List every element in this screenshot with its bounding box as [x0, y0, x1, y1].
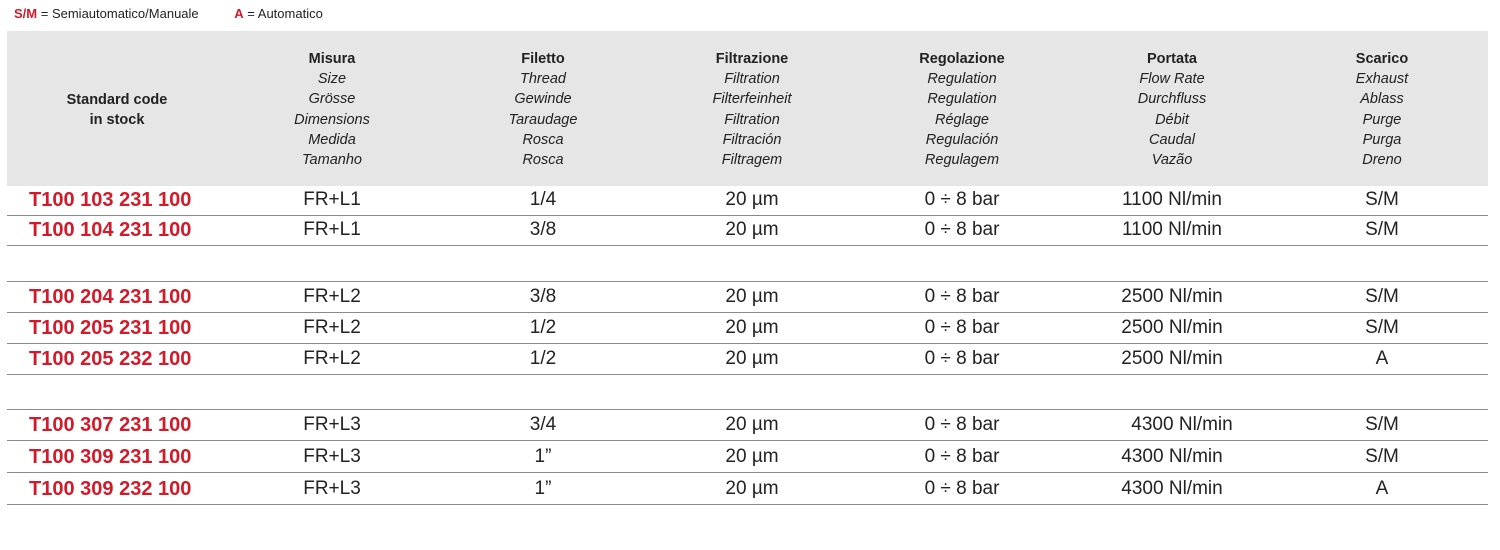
legend-item-automatic — [234, 6, 323, 21]
header-translation: Débit — [1155, 111, 1189, 128]
cell-flow-rate: 4300 Nl/min — [1131, 414, 1233, 435]
header-translation: Regulation — [927, 71, 997, 88]
cell-regulation: 0 ÷ 8 bar — [924, 317, 1000, 338]
cell-regulation: 0 ÷ 8 bar — [924, 286, 1000, 307]
cell-filtration: 20 µm — [725, 414, 779, 435]
header-col-exhaust — [1297, 31, 1467, 186]
cell-filtration: 20 µm — [725, 446, 779, 467]
cell-size: FR+L3 — [303, 414, 361, 435]
cell-thread: 1/4 — [529, 189, 557, 210]
header-standard-code — [7, 31, 227, 186]
cell-flow-rate: 1100 Nl/min — [1122, 189, 1222, 210]
cell-regulation: 0 ÷ 8 bar — [924, 478, 1000, 499]
header-col-size — [247, 31, 417, 186]
header-translation: Vazão — [1151, 152, 1193, 169]
cell-size: FR+L2 — [303, 286, 361, 307]
header-translation: Filtration — [724, 111, 780, 128]
header-translation: Regulation — [927, 91, 997, 108]
header-translation: Durchfluss — [1137, 91, 1207, 108]
header-translation: Taraudage — [508, 111, 578, 128]
cell-size: FR+L1 — [303, 189, 361, 210]
cell-flow-rate: 4300 Nl/min — [1121, 478, 1223, 499]
header-col-thread — [458, 31, 628, 186]
header-title: Filtrazione — [715, 51, 789, 67]
cell-exhaust: S/M — [1365, 286, 1399, 307]
product-code: T100 103 231 100 — [29, 189, 192, 211]
header-translation: Gewinde — [514, 91, 572, 108]
header-title: Misura — [308, 51, 356, 67]
header-translation: Regulagem — [924, 152, 1000, 169]
cell-filtration: 20 µm — [725, 317, 779, 338]
cell-thread: 3/4 — [529, 414, 557, 435]
cell-regulation: 0 ÷ 8 bar — [924, 446, 1000, 467]
header-translation: Size — [317, 71, 347, 88]
table-header — [7, 31, 1488, 186]
cell-exhaust: A — [1375, 348, 1389, 369]
table-row — [7, 281, 1488, 313]
cell-size: FR+L3 — [303, 478, 361, 499]
table-row — [7, 409, 1488, 441]
cell-filtration: 20 µm — [725, 348, 779, 369]
cell-filtration: 20 µm — [725, 478, 779, 499]
header-translation: Rosca — [522, 131, 564, 148]
cell-thread: 1/2 — [529, 348, 557, 369]
cell-thread: 1/2 — [529, 317, 557, 338]
cell-regulation: 0 ÷ 8 bar — [924, 219, 1000, 240]
header-col-flow-rate — [1087, 31, 1257, 186]
header-title: Standard code — [66, 92, 168, 108]
cell-regulation: 0 ÷ 8 bar — [924, 348, 1000, 369]
cell-filtration: 20 µm — [725, 219, 779, 240]
cell-size: FR+L1 — [303, 219, 361, 240]
header-translation: Tamanho — [302, 152, 362, 169]
cell-exhaust: S/M — [1365, 219, 1399, 240]
header-title: Scarico — [1355, 51, 1409, 67]
cell-thread: 3/8 — [529, 219, 557, 240]
header-translation: Caudal — [1149, 131, 1195, 148]
header-translation: Regulación — [925, 131, 999, 148]
product-code: T100 204 231 100 — [29, 286, 192, 308]
product-code: T100 307 231 100 — [29, 414, 192, 436]
cell-flow-rate: 2500 Nl/min — [1121, 286, 1223, 307]
header-translation: Purge — [1362, 111, 1402, 128]
cell-regulation: 0 ÷ 8 bar — [924, 189, 1000, 210]
header-translation: Flow Rate — [1139, 71, 1205, 88]
header-title: Portata — [1147, 51, 1197, 67]
header-translation: Exhaust — [1355, 71, 1409, 88]
table-row — [7, 474, 1488, 505]
header-translation: Réglage — [934, 111, 989, 128]
cell-filtration: 20 µm — [725, 189, 779, 210]
cell-thread: 3/8 — [529, 286, 557, 307]
header-translation: Ablass — [1360, 91, 1404, 108]
table-row — [7, 313, 1488, 344]
cell-regulation: 0 ÷ 8 bar — [924, 414, 1000, 435]
legend — [14, 6, 323, 21]
product-code: T100 104 231 100 — [29, 219, 192, 241]
cell-flow-rate: 2500 Nl/min — [1121, 317, 1223, 338]
legend-key: S/M — [14, 6, 38, 21]
legend-item-semiautomatic — [14, 6, 199, 21]
header-title: in stock — [89, 112, 145, 129]
header-translation: Thread — [520, 71, 566, 88]
header-translation: Dreno — [1362, 152, 1402, 169]
header-translation: Filtration — [724, 71, 780, 88]
product-code: T100 205 232 100 — [29, 348, 192, 370]
table-row — [7, 185, 1488, 216]
table-row — [7, 442, 1488, 473]
header-translation: Filterfeinheit — [712, 91, 792, 108]
header-translation: Filtración — [722, 131, 782, 148]
table-row — [7, 344, 1488, 375]
header-title: Regolazione — [919, 51, 1005, 67]
cell-size: FR+L2 — [303, 317, 361, 338]
cell-flow-rate: 2500 Nl/min — [1121, 348, 1223, 369]
product-code: T100 309 231 100 — [29, 446, 192, 468]
header-translation: Rosca — [522, 152, 564, 169]
cell-exhaust: S/M — [1365, 446, 1399, 467]
header-col-filtration — [667, 31, 837, 186]
product-code: T100 309 232 100 — [29, 478, 192, 500]
cell-exhaust: S/M — [1365, 317, 1399, 338]
cell-size: FR+L2 — [303, 348, 361, 369]
header-col-regulation — [877, 31, 1047, 186]
cell-flow-rate: 1100 Nl/min — [1122, 219, 1222, 240]
header-translation: Grösse — [308, 91, 356, 108]
legend-text: = Semiautomatico/Manuale — [40, 6, 199, 21]
header-translation: Filtragem — [721, 152, 783, 169]
cell-thread: 1” — [534, 446, 552, 467]
table-row — [7, 215, 1488, 246]
cell-exhaust: S/M — [1365, 414, 1399, 435]
cell-filtration: 20 µm — [725, 286, 779, 307]
cell-exhaust: A — [1375, 478, 1389, 499]
cell-flow-rate: 4300 Nl/min — [1121, 446, 1223, 467]
cell-thread: 1” — [534, 478, 552, 499]
cell-size: FR+L3 — [303, 446, 361, 467]
product-code: T100 205 231 100 — [29, 317, 192, 339]
legend-text: = Automatico — [247, 6, 323, 21]
header-title: Filetto — [521, 51, 565, 67]
header-translation: Medida — [308, 131, 356, 148]
header-translation: Dimensions — [294, 111, 370, 128]
header-translation: Purga — [1362, 131, 1402, 148]
legend-key: A — [234, 6, 244, 21]
cell-exhaust: S/M — [1365, 189, 1399, 210]
